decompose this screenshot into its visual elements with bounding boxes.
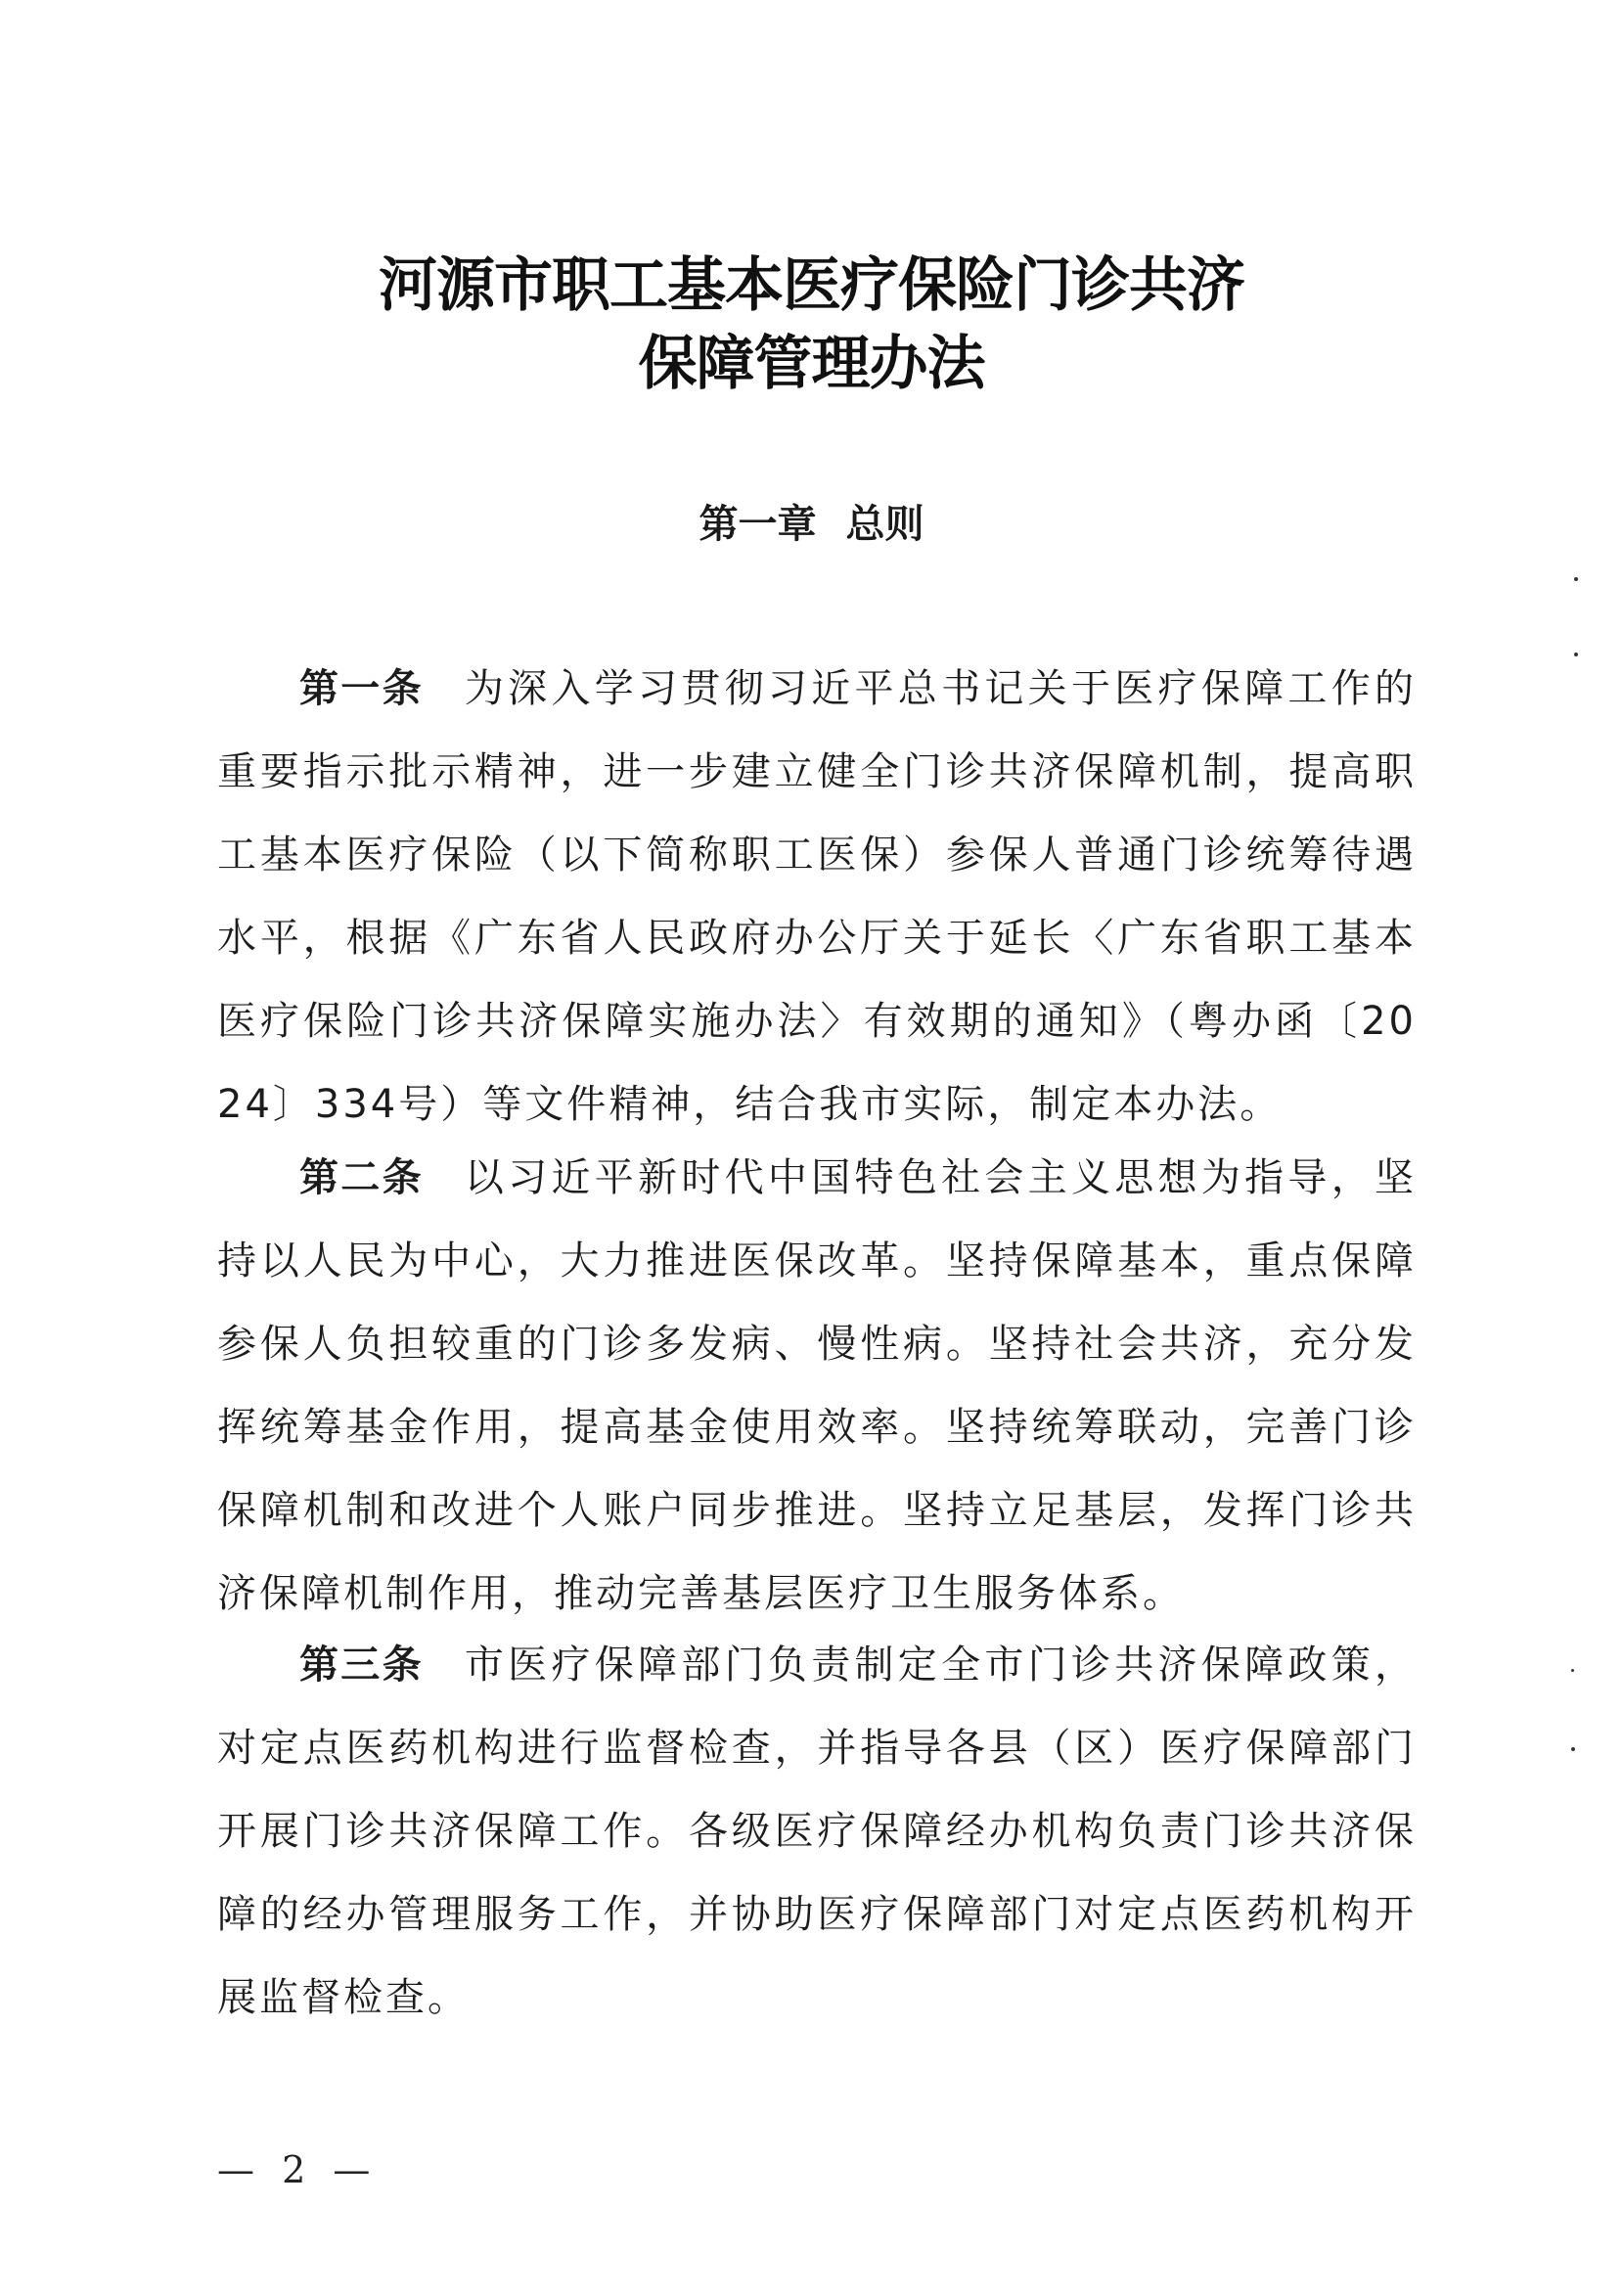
document-title-line-1: 河源市职工基本医疗保险门诊共济 bbox=[379, 251, 1244, 320]
article-1 bbox=[217, 648, 1417, 1147]
article-3 bbox=[217, 1624, 1417, 2040]
article-2-text: 以习近平新时代中国特色社会主义思想为指导，坚持以人民为中心，大力推进医保改革。坚持保障基本，重点保障参保人负担较重的门诊多发病、慢性病。坚持社会共济，充分发挥统筹基金作用，提高基金使用效率。坚持统筹联动，完善门诊保障机制和改进个人账户同步推进。坚持立足基层，发挥门诊共济保障机制作用，推动完善基层医疗卫生服务体系。 bbox=[217, 1155, 1417, 1616]
chapter-heading: 第一章 总则 bbox=[699, 502, 924, 547]
article-3-text: 市医疗保障部门负责制定全市门诊共济保障政策，对定点医药机构进行监督检查，并指导各县（区）医疗保障部门开展门诊共济保障工作。各级医疗保障经办机构负责门诊共济保障的经办管理服务工作，并协助医疗保障部门对定点医药机构开展监督检查。 bbox=[217, 1643, 1417, 2020]
scan-speck bbox=[1571, 1669, 1574, 1672]
page-number: — 2 — bbox=[217, 2148, 379, 2191]
article-1-text: 为深入学习贯彻习近平总书记关于医疗保障工作的重要指示批示精神，进一步建立健全门诊共济保障机制，提高职工基本医疗保险（以下简称职工医保）参保人普通门诊统筹待遇水平，根据《广东省人民政府办公厅关于延长〈广东省职工基本医疗保险门诊共济保障实施办法〉有效期的通知》（粤办函〔2024〕334号）等文件精神，结合我市实际，制定本办法。 bbox=[217, 666, 1417, 1127]
document-title-line-2: 保障管理办法 bbox=[638, 330, 985, 398]
scan-speck bbox=[1574, 653, 1578, 656]
scan-speck bbox=[1571, 1747, 1575, 1751]
article-2 bbox=[217, 1137, 1417, 1636]
article-1-label: 第一条 bbox=[299, 666, 424, 711]
scan-speck bbox=[1574, 577, 1578, 581]
article-3-label: 第三条 bbox=[299, 1643, 424, 1688]
article-2-label: 第二条 bbox=[299, 1155, 424, 1200]
